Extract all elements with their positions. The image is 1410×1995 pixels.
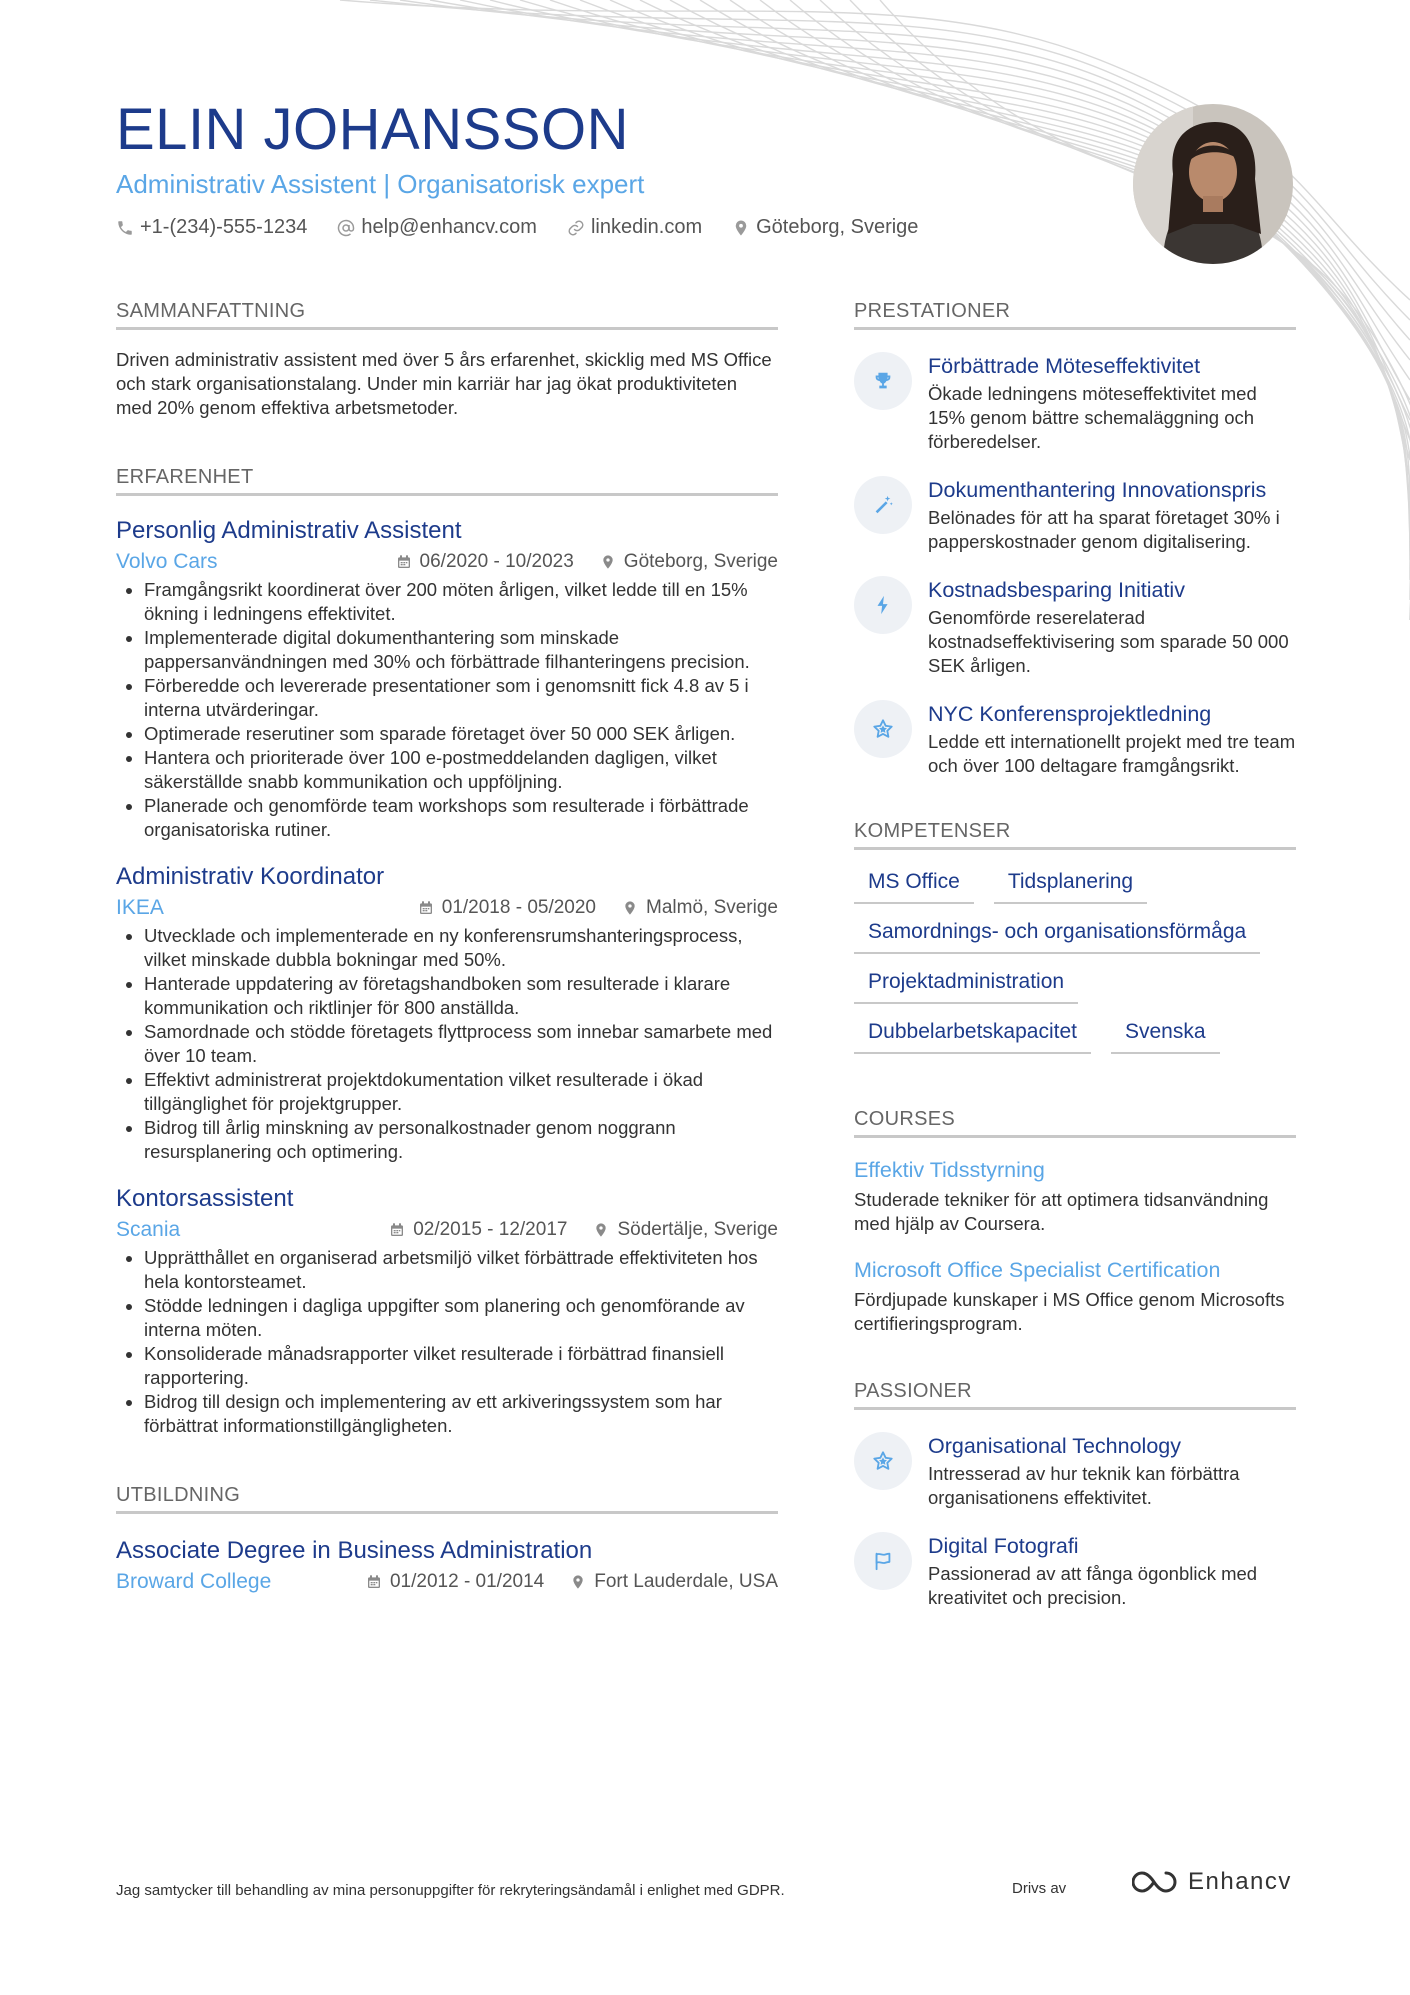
achievement-icon-badge	[854, 576, 912, 634]
job-location-text: Malmö, Sverige	[646, 897, 778, 918]
job-meta	[116, 896, 778, 920]
job-meta-right	[389, 1219, 778, 1241]
education-meta	[116, 1570, 778, 1594]
experience-section-title: ERFARENHET	[116, 466, 778, 496]
achievement-title: Dokumenthantering Innovationspris	[928, 478, 1267, 502]
linkedin-text: linkedin.com	[590, 216, 703, 238]
job-title: Kontorsassistent	[116, 1185, 294, 1212]
job-dates	[396, 551, 574, 573]
bullet-item: • Stödde ledningen i dagliga uppgifter som planering och genomförande av interna möten.	[144, 1294, 778, 1342]
bullet-item: • Hanterade uppdatering av företagshandboken som resulterade i klarare kommunikation och riktlinjer för 800 anställda.	[144, 972, 778, 1020]
phone-icon	[116, 219, 134, 237]
at-icon	[337, 219, 355, 237]
skill-tag: Tidsplanering	[994, 868, 1147, 904]
education-section-title: UTBILDNING	[116, 1484, 778, 1514]
course-title: Microsoft Office Specialist Certification	[854, 1258, 1221, 1282]
bullet-item: • Optimerade reserutiner som sparade företaget över 50 000 SEK årligen.	[144, 722, 778, 746]
education-dates-text: 01/2012 - 01/2014	[389, 1571, 545, 1592]
gdpr-consent: Jag samtycker till behandling av mina personuppgifter för rekryteringsändamål i enlighet med GDPR.	[116, 1882, 785, 1899]
achievement-title: NYC Konferensprojektledning	[928, 702, 1212, 726]
achievement-icon-badge	[854, 700, 912, 758]
job-dates-text: 01/2018 - 05/2020	[441, 897, 596, 918]
avatar	[1133, 104, 1293, 264]
bullet-item: • Konsoliderade månadsrapporter vilket resulterade i förbättrad finansiell rapportering.	[144, 1342, 778, 1390]
powered-by-label: Drivs av	[1012, 1880, 1067, 1897]
enhancv-brand[interactable]	[1132, 1868, 1292, 1896]
achievement-icon-badge	[854, 476, 912, 534]
location-pin-icon	[570, 1574, 586, 1590]
calendar-icon	[366, 1574, 382, 1590]
skills-section-title: KOMPETENSER	[854, 820, 1296, 850]
achievement-item	[854, 576, 1296, 678]
bullet-item: • Framgångsrikt koordinerat över 200 möten årligen, vilket ledde till en 15% ökning i ledningens effektivitet.	[144, 578, 778, 626]
location-text: Göteborg, Sverige	[756, 216, 919, 238]
magic-wand-icon	[872, 494, 894, 516]
enhancv-logo-icon	[1132, 1869, 1178, 1895]
summary-text: Driven administrativ assistent med över 5 års erfarenhet, skicklig med MS Office och stark organisationstalang. Under min karriär har jag ökat produktiviteten med 20% genom effektiva arbetsmetoder.	[116, 349, 772, 418]
summary-section-title: SAMMANFATTNING	[116, 300, 778, 330]
passion-desc: Intresserad av hur teknik kan förbättra organisationens effektivitet.	[928, 1463, 1240, 1508]
job-dates-text: 06/2020 - 10/2023	[419, 551, 574, 572]
achievement-desc: Genomförde reserelaterad kostnadseffektivisering som sparade 50 000 SEK årligen.	[928, 607, 1289, 676]
contact-linkedin[interactable]	[567, 216, 702, 239]
calendar-icon	[389, 1222, 405, 1238]
bullet-item: • Planerade och genomförde team workshops som resulterade i förbättrade organisatoriska rutiner.	[144, 794, 778, 842]
job-meta-right	[396, 551, 778, 573]
job-bullets	[116, 578, 778, 842]
job-title: Administrativ Koordinator	[116, 863, 385, 890]
candidate-headline: Administrativ Assistent | Organisatorisk expert	[116, 169, 645, 199]
education-location-text: Fort Lauderdale, USA	[594, 1571, 778, 1592]
calendar-icon	[396, 554, 412, 570]
bullet-item: • Samordnade och stödde företagets flyttprocess som innebar samarbete med över 10 team.	[144, 1020, 778, 1068]
skills-list	[854, 868, 1296, 1054]
phone-text: +1-(234)-555-1234	[140, 216, 308, 238]
skill-tag: Dubbelarbetskapacitet	[854, 1018, 1091, 1054]
job-title: Personlig Administrativ Assistent	[116, 517, 462, 544]
course-item	[854, 1256, 1296, 1336]
profile-photo	[1133, 104, 1293, 264]
contact-row	[116, 216, 1116, 239]
job-dates-text: 02/2015 - 12/2017	[413, 1219, 568, 1240]
job-meta	[116, 1218, 778, 1242]
achievement-title: Kostnadsbesparing Initiativ	[928, 578, 1185, 602]
location-pin-icon	[593, 1222, 609, 1238]
trophy-icon	[872, 370, 894, 392]
achievement-body	[928, 700, 1296, 778]
contact-location	[732, 216, 918, 239]
link-icon	[567, 219, 585, 237]
passions-section-title: PASSIONER	[854, 1380, 1296, 1410]
passion-title: Organisational Technology	[928, 1434, 1181, 1458]
passion-title: Digital Fotografi	[928, 1534, 1079, 1558]
job-entry	[116, 1184, 778, 1438]
location-pin-icon	[732, 219, 750, 237]
passion-desc: Passionerad av att fånga ögonblick med kreativitet och precision.	[928, 1563, 1258, 1608]
brand-name: Enhancv	[1188, 1868, 1292, 1895]
school-name: Broward College	[116, 1570, 272, 1593]
right-column	[854, 300, 1296, 1610]
star-icon	[872, 718, 894, 740]
skill-tag: Projektadministration	[854, 968, 1078, 1004]
achievement-body	[928, 576, 1296, 678]
skill-tag: MS Office	[854, 868, 974, 904]
company-name: Scania	[116, 1218, 181, 1241]
passion-body	[928, 1532, 1296, 1610]
bullet-item: • Utvecklade och implementerade en ny konferensrumshanteringsprocess, vilket minskade dubbla bokningar med 50%.	[144, 924, 778, 972]
passion-icon-badge	[854, 1532, 912, 1590]
course-desc: Fördjupade kunskaper i MS Office genom Microsofts certifieringsprogram.	[854, 1289, 1285, 1334]
lightning-icon	[872, 594, 894, 616]
company-name: Volvo Cars	[116, 550, 218, 573]
job-bullets	[116, 1246, 778, 1438]
email-text: help@enhancv.com	[361, 216, 537, 238]
achievement-title: Förbättrade Möteseffektivitet	[928, 354, 1201, 378]
location-pin-icon	[600, 554, 616, 570]
bullet-item: • Implementerade digital dokumenthantering som minskade pappersanvändningen med 30% och förbättrade filhanteringens precision.	[144, 626, 778, 674]
education-meta-right	[366, 1571, 778, 1593]
education-location	[570, 1571, 778, 1593]
company-name: IKEA	[116, 896, 164, 919]
course-item	[854, 1156, 1296, 1236]
skill-tag: Samordnings- och organisationsförmåga	[854, 918, 1260, 954]
bullet-item: • Bidrog till årlig minskning av personalkostnader genom noggrann resursplanering och optimering.	[144, 1116, 778, 1164]
job-dates	[418, 897, 596, 919]
job-entry	[116, 862, 778, 1164]
job-location	[600, 551, 778, 573]
achievement-item	[854, 476, 1296, 554]
courses-section-title: COURSES	[854, 1108, 1296, 1138]
achievement-desc: Ledde ett internationellt projekt med tre team och över 100 deltagare framgångsrikt.	[928, 731, 1296, 776]
job-location-text: Södertälje, Sverige	[617, 1219, 778, 1240]
education-entry	[116, 1536, 778, 1594]
location-pin-icon	[622, 900, 638, 916]
resume-header	[116, 98, 1116, 239]
skill-tag: Svenska	[1111, 1018, 1220, 1054]
achievement-desc: Belönades för att ha sparat företaget 30% i papperskostnader genom digitalisering.	[928, 507, 1280, 552]
flag-icon	[872, 1550, 894, 1572]
achievement-body	[928, 352, 1296, 454]
job-meta	[116, 550, 778, 574]
job-location	[622, 897, 778, 919]
job-meta-right	[418, 897, 778, 919]
bullet-item: • Upprätthållet en organiserad arbetsmiljö vilket förbättrade effektiviteten hos hela kontorsteamet.	[144, 1246, 778, 1294]
achievement-desc: Ökade ledningens möteseffektivitet med 15% genom bättre schemaläggning och förberedelser.	[928, 383, 1257, 452]
job-dates	[389, 1219, 567, 1241]
achievements-section-title: PRESTATIONER	[854, 300, 1296, 330]
achievement-body	[928, 476, 1296, 554]
star-icon	[872, 1450, 894, 1472]
bullet-item: • Bidrog till design och implementering av ett arkiveringssystem som har förbättrat informationstillgängligheten.	[144, 1390, 778, 1438]
job-location	[593, 1219, 778, 1241]
course-desc: Studerade tekniker för att optimera tidsanvändning med hjälp av Coursera.	[854, 1189, 1269, 1234]
calendar-icon	[418, 900, 434, 916]
bullet-item: • Förberedde och levererade presentationer som i genomsnitt fick 4.8 av 5 i interna utvärderingar.	[144, 674, 778, 722]
job-location-text: Göteborg, Sverige	[623, 551, 778, 572]
achievement-item	[854, 352, 1296, 454]
degree-title: Associate Degree in Business Administration	[116, 1537, 593, 1564]
achievement-item	[854, 700, 1296, 778]
job-bullets	[116, 924, 778, 1164]
job-entry	[116, 516, 778, 842]
passion-body	[928, 1432, 1296, 1510]
passion-item	[854, 1532, 1296, 1610]
course-title: Effektiv Tidsstyrning	[854, 1158, 1045, 1182]
contact-email[interactable]	[337, 216, 537, 239]
achievement-icon-badge	[854, 352, 912, 410]
bullet-item: • Effektivt administrerat projektdokumentation vilket resulterade i ökad tillgänglighet för projektgrupper.	[144, 1068, 778, 1116]
bullet-item: • Hantera och prioriterade över 100 e-postmeddelanden dagligen, vilket säkerställde snabb kommunikation och uppföljning.	[144, 746, 778, 794]
education-dates	[366, 1571, 544, 1593]
left-column	[116, 300, 778, 1594]
passion-item	[854, 1432, 1296, 1510]
passion-icon-badge	[854, 1432, 912, 1490]
contact-phone[interactable]	[116, 216, 307, 239]
candidate-name: ELIN JOHANSSON	[116, 97, 629, 162]
